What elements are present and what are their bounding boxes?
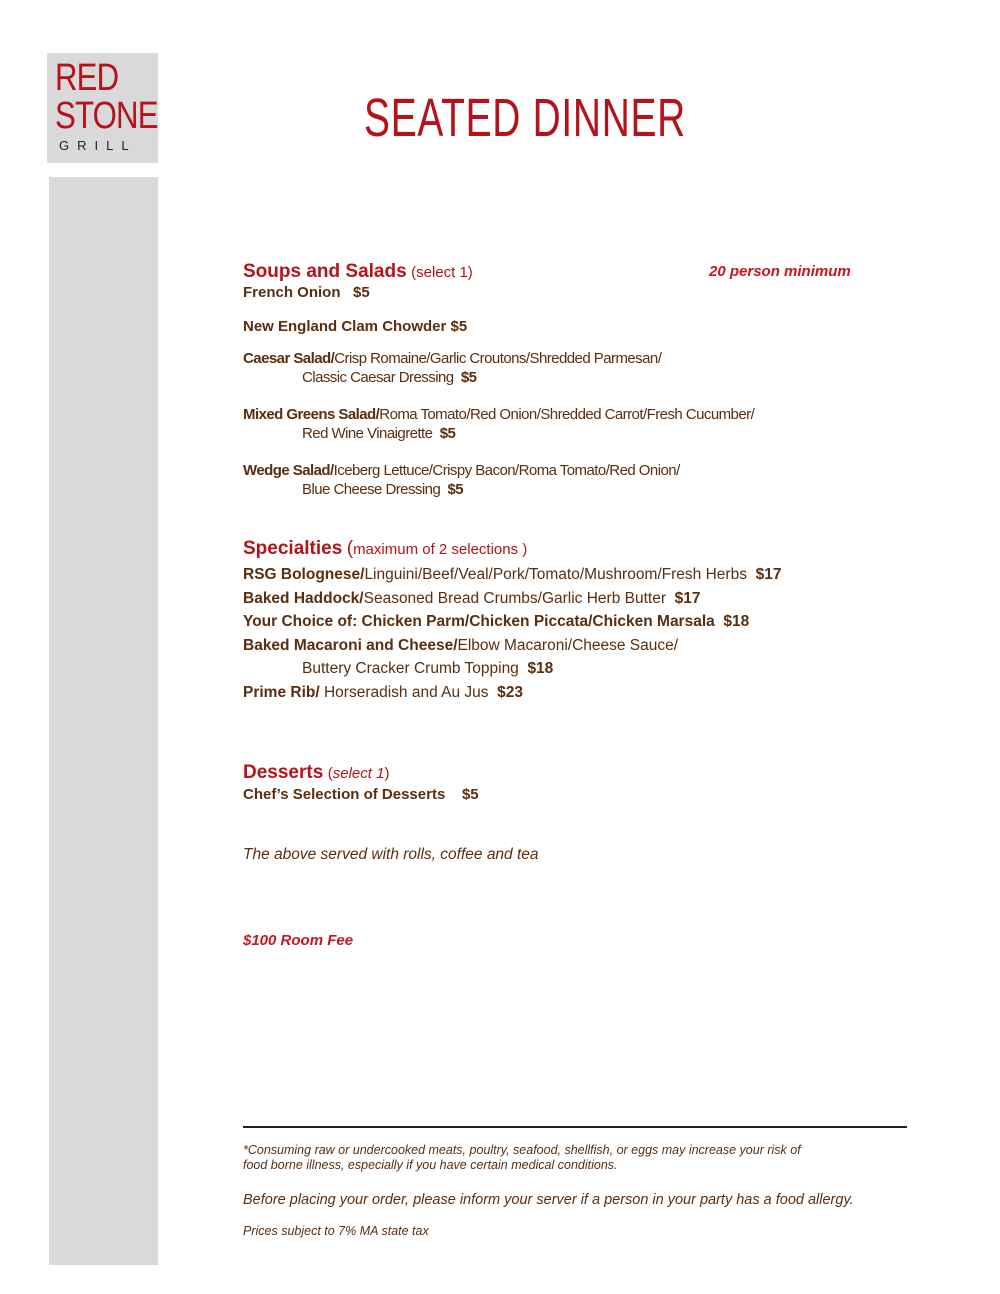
mixed-greens-desc: Roma Tomato/Red Onion/Shredded Carrot/Fresh Cucumber/ <box>379 406 755 423</box>
salad-item-wedge <box>243 462 680 479</box>
caesar-price: $5 <box>460 369 477 386</box>
desserts-paren-close: ) <box>384 765 390 782</box>
prime-rib-desc: Horseradish and Au Jus <box>319 684 489 701</box>
room-fee: $100 Room Fee <box>243 932 354 949</box>
chicken-name: Your Choice of: Chicken Parm/Chicken Piccata/Chicken Marsala <box>243 613 715 630</box>
footer-divider <box>243 1126 907 1128</box>
specialty-item-haddock <box>243 590 701 608</box>
soups-select-note: (select 1) <box>411 264 473 281</box>
haddock-price: $17 <box>674 590 701 607</box>
dessert-item: Chef’s Selection of Desserts $5 <box>243 786 479 803</box>
soups-heading <box>243 261 473 283</box>
prime-rib-price: $23 <box>497 684 524 701</box>
specialties-heading <box>243 538 527 560</box>
specialties-paren: ( <box>346 538 354 559</box>
served-note: The above served with rolls, coffee and tea <box>243 846 539 863</box>
caesar-name: Caesar Salad/ <box>243 350 335 367</box>
bolognese-name: RSG Bolognese/ <box>243 566 365 583</box>
desserts-heading <box>243 762 389 784</box>
soup-item-french-onion: French Onion $5 <box>243 284 370 301</box>
specialties-title: Specialties <box>243 538 343 559</box>
warning-line-2: food borne illness, especially if you have certain medical conditions. <box>243 1158 618 1172</box>
salad-item-caesar <box>243 350 661 367</box>
minimum-note: 20 person minimum <box>709 263 851 280</box>
mac-cheese-price: $18 <box>527 660 554 677</box>
salad-item-mixed-greens-line2 <box>302 425 455 442</box>
soup-item-clam-chowder: New England Clam Chowder $5 <box>243 318 468 335</box>
mac-cheese-desc: Elbow Macaroni/Cheese Sauce/ <box>457 637 679 654</box>
wedge-price: $5 <box>447 481 464 498</box>
wedge-name: Wedge Salad/ <box>243 462 334 479</box>
mixed-greens-desc2: Red Wine Vinaigrette <box>302 425 433 442</box>
chicken-price: $18 <box>723 613 750 630</box>
page-title: SEATED DINNER <box>364 88 686 148</box>
haddock-desc: Seasoned Bread Crumbs/Garlic Herb Butter <box>363 590 666 607</box>
caesar-desc: Crisp Romaine/Garlic Croutons/Shredded Parmesan/ <box>334 350 662 367</box>
bolognese-price: $17 <box>755 566 782 583</box>
caesar-desc2: Classic Caesar Dressing <box>302 369 454 386</box>
logo <box>47 53 158 163</box>
salad-item-mixed-greens <box>243 406 754 423</box>
logo-text-red: RED <box>55 57 119 99</box>
specialty-item-chicken <box>243 613 749 631</box>
logo-text-stone: STONE <box>55 95 158 137</box>
desserts-paren-open: ( <box>327 765 333 782</box>
mixed-greens-price: $5 <box>439 425 456 442</box>
tax-note: Prices subject to 7% MA state tax <box>243 1224 429 1238</box>
logo-text-grill: GRILL <box>59 138 137 153</box>
bolognese-desc: Linguini/Beef/Veal/Pork/Tomato/Mushroom/Fresh Herbs <box>364 566 747 583</box>
haddock-name: Baked Haddock/ <box>243 590 364 607</box>
wedge-desc: Iceberg Lettuce/Crispy Bacon/Roma Tomato/Red Onion/ <box>333 462 680 479</box>
allergy-note: Before placing your order, please inform your server if a person in your party has a food allergy. <box>243 1192 854 1208</box>
wedge-desc2: Blue Cheese Dressing <box>302 481 441 498</box>
soups-title: Soups and Salads <box>243 261 407 282</box>
mixed-greens-name: Mixed Greens Salad/ <box>243 406 380 423</box>
desserts-title: Desserts <box>243 762 324 783</box>
specialty-item-mac-cheese-line2 <box>302 660 553 678</box>
specialty-item-prime-rib <box>243 684 523 702</box>
specialty-item-bolognese <box>243 566 781 584</box>
specialties-select-note: maximum of 2 selections ) <box>353 541 528 558</box>
specialty-item-mac-cheese <box>243 637 678 655</box>
salad-item-wedge-line2 <box>302 481 463 498</box>
sidebar-bar <box>49 177 158 1265</box>
desserts-select-note: select 1 <box>332 765 385 782</box>
mac-cheese-name: Baked Macaroni and Cheese/ <box>243 637 458 654</box>
salad-item-caesar-line2 <box>302 369 476 386</box>
warning-line-1: *Consuming raw or undercooked meats, poultry, seafood, shellfish, or eggs may increase your risk of <box>243 1143 801 1157</box>
prime-rib-name: Prime Rib/ <box>243 684 320 701</box>
mac-cheese-desc2: Buttery Cracker Crumb Topping <box>302 660 519 677</box>
